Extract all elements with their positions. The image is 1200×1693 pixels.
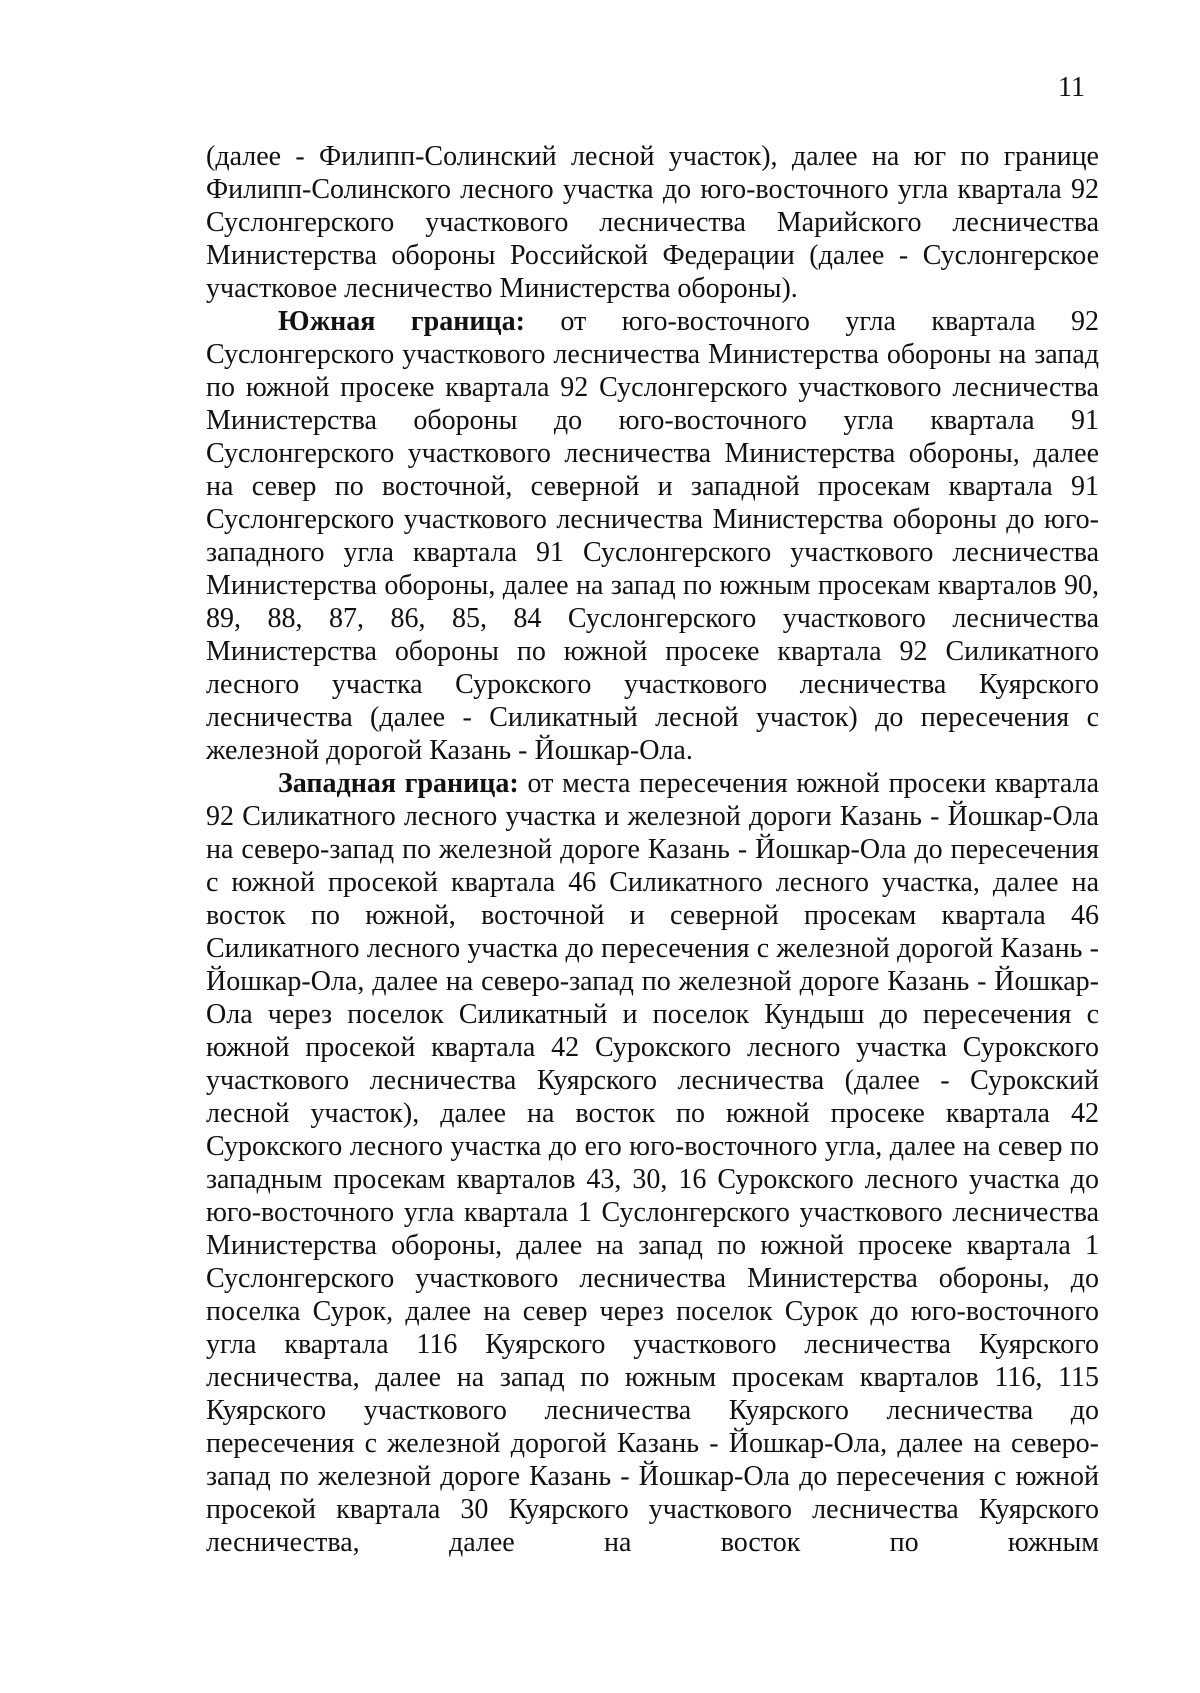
paragraph-heading: Южная граница: — [278, 306, 525, 337]
paragraph-text: (далее - Филипп-Солинский лесной участок), далее на юг по границе Филипп-Солинского лесного участка до юго-восточного угла квартала 92 Суслонгерского участкового лесничества Марийского лесничества Министерства обороны Российской Федерации (далее - Суслонгерское участковое лесничество Министерства обороны). — [206, 141, 1099, 304]
page-number: 11 — [1058, 72, 1085, 103]
document-body — [206, 140, 1099, 1559]
paragraph-text: от юго-восточного угла квартала 92 Суслонгерского участкового лесничества Министерства обороны на запад по южной просеке квартала 92 Суслонгерского участкового лесничества Министерства обороны до юго-восточного угла квартала 91 Суслонгерского участкового лесничества Министерства обороны, далее на север по восточной, северной и западной просекам квартала 91 Суслонгерского участкового лесничества Министерства обороны до юго-западного угла квартала 91 Суслонгерского участкового лесничества Министерства обороны, далее на запад по южным просекам кварталов 90, 89, 88, 87, 86, 85, 84 Суслонгерского участкового лесничества Министерства обороны по южной просеке квартала 92 Силикатного лесного участка Сурокского участкового лесничества Куярского лесничества (далее - Силикатный лесной участок) до пересечения с железной дорогой Казань - Йошкар-Ола. — [206, 306, 1099, 766]
paragraph-heading: Западная граница: — [278, 768, 519, 799]
paragraph-text: от места пересечения южной просеки квартала 92 Силикатного лесного участка и железной дороги Казань - Йошкар-Ола на северо-запад по железной дороге Казань - Йошкар-Ола до пересечения с южной просекой квартала 46 Силикатного лесного участка, далее на восток по южной, восточной и северной просекам квартала 46 Силикатного лесного участка до пересечения с железной дорогой Казань - Йошкар-Ола, далее на северо-запад по железной дороге Казань - Йошкар-Ола через поселок Силикатный и поселок Кундыш до пересечения с южной просекой квартала 42 Сурокского лесного участка Сурокского участкового лесничества Куярского лесничества (далее - Сурокский лесной участок), далее на восток по южной просеке квартала 42 Сурокского лесного участка до его юго-восточного угла, далее на север по западным просекам кварталов 43, 30, 16 Сурокского лесного участка до юго-восточного угла квартала 1 Суслонгерского участкового лесничества Министерства обороны, далее на запад по южной просеке квартала 1 Суслонгерского участкового лесничества Министерства обороны, до поселка Сурок, далее на север через поселок Сурок до юго-восточного угла квартала 116 Куярского участкового лесничества Куярского лесничества, далее на запад по южным просекам кварталов 116, 115 Куярского участкового лесничества Куярского лесничества до пересечения с железной дорогой Казань - Йошкар-Ола, далее на северо-запад по железной дороге Казань - Йошкар-Ола до пересечения с южной просекой квартала 30 Куярского участкового лесничества Куярского лесничества, далее на восток по южным — [206, 768, 1099, 1558]
paragraph-continuation — [206, 140, 1099, 305]
paragraph-southern-border — [206, 305, 1099, 767]
paragraph-western-border — [206, 767, 1099, 1559]
